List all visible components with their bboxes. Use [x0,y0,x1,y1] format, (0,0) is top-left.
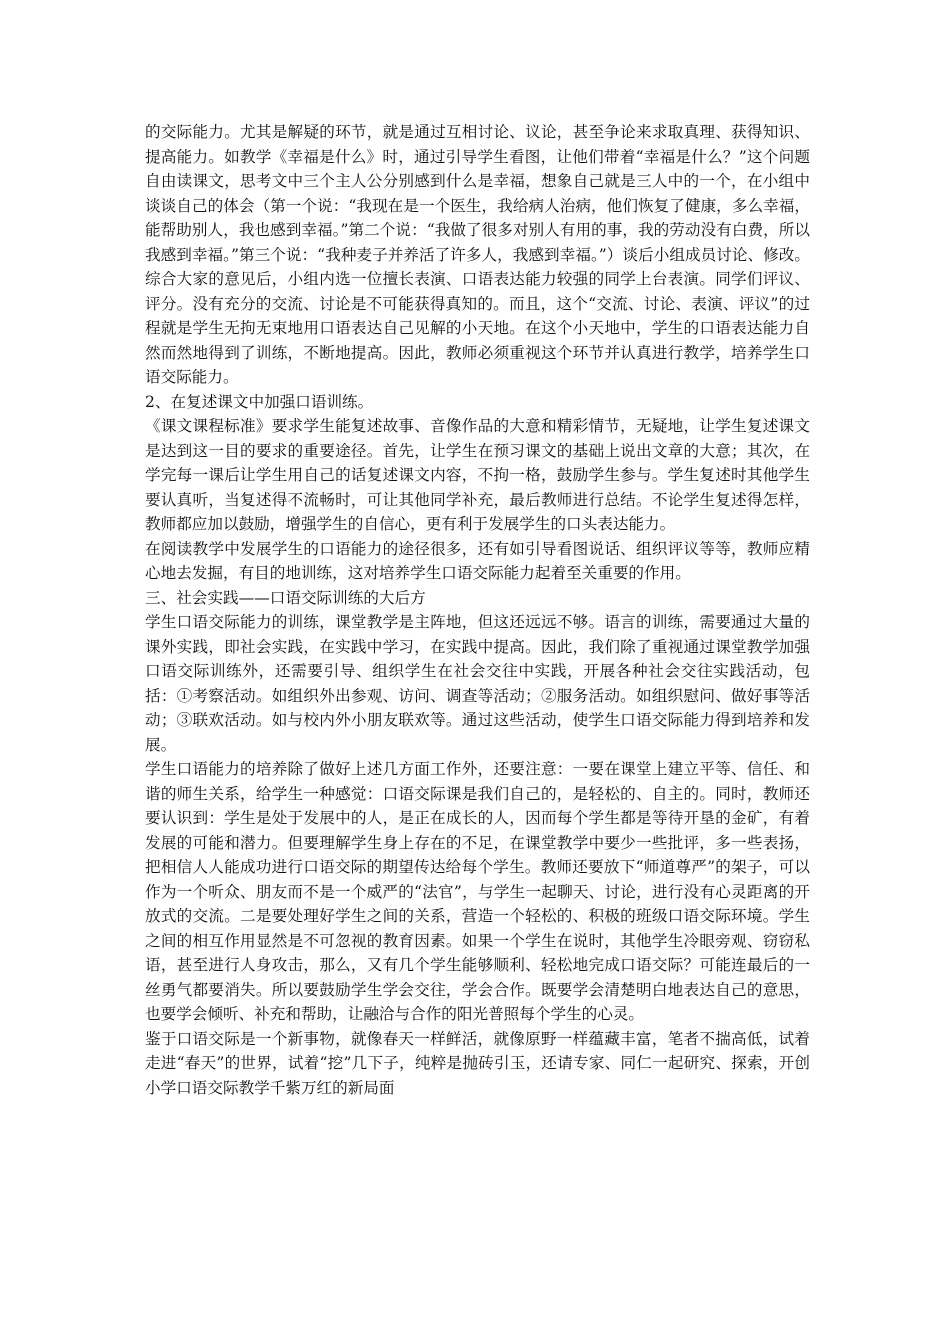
document-body [145,120,810,1100]
paragraph-discussion: 的交际能力。尤其是解疑的环节，就是通过互相讨论、议论，甚至争论来求取真理、获得知识、提高能力。如教学《幸福是什么》时，通过引导学生看图，让他们带着“幸福是什么？”这个问题自由读课文，思考文中三个主人公分别感到什么是幸福，想象自己就是三人中的一个，在小组中谈谈自己的体会（第一个说：“我现在是一个医生，我给病人治病，他们恢复了健康，多么幸福，能帮助别人，我也感到幸福。”第二个说：“我做了很多对别人有用的事，我的劳动没有白费，所以我感到幸福。”第三个说：“我种麦子并养活了许多人，我感到幸福。”）谈后小组成员讨论、修改。综合大家的意见后，小组内选一位擅长表演、口语表达能力较强的同学上台表演。同学们评议、评分。没有充分的交流、讨论是不可能获得真知的。而且，这个“交流、讨论、表演、评议”的过程就是学生无拘无束地用口语表达自己见解的小天地。在这个小天地中，学生的口语表达能力自然而然地得到了训练，不断地提高。因此，教师必须重视这个环节并认真进行教学，培养学生口语交际能力。 [145,123,810,386]
heading-retelling: 2、在复述课文中加强口语训练。 [145,392,374,411]
paragraph-conclusion: 鉴于口语交际是一个新事物，就像春天一样鲜活，就像原野一样蕴藏丰富，笔者不揣高低，试着走进“春天”的世界，试着“挖”几下子，纯粹是抛砖引玉，还请专家、同仁一起研究、探索，开创小学口语交际教学千紫万红的新局面 [145,1029,810,1097]
paragraph-social-practice: 学生口语交际能力的训练，课堂教学是主阵地，但这还远远不够。语言的训练，需要通过大量的课外实践，即社会实践，在实践中学习，在实践中提高。因此，我们除了重视通过课堂教学加强口语交际训练外，还需要引导、组织学生在社会交往中实践，开展各种社会交往实践活动，包括：①考察活动。如组织外出参观、访问、调查等活动；②服务活动。如组织慰问、做好事等活动；③联欢活动。如与校内外小朋友联欢等。通过这些活动，使学生口语交际能力得到培养和发展。 [145,613,810,754]
paragraph-attention-points: 学生口语能力的培养除了做好上述几方面工作外，还要注意：一要在课堂上建立平等、信任、和谐的师生关系，给学生一种感觉：口语交际课是我们自己的，是轻松的、自主的。同时，教师还要认识到：学生是处于发展中的人，是正在成长的人，因而每个学生都是等待开垦的金矿，有着发展的可能和潜力。但要理解学生身上存在的不足，在课堂教学中要少一些批评，多一些表扬，把相信人人能成功进行口语交际的期望传达给每个学生。教师还要放下“师道尊严”的架子，可以作为一个听众、朋友而不是一个威严的“法官”，与学生一起聊天、讨论，进行没有心灵距离的开放式的交流。二是要处理好学生之间的关系，营造一个轻松的、积极的班级口语交际环境。学生之间的相互作用显然是不可忽视的教育因素。如果一个学生在说时，其他学生冷眼旁观、窃窃私语，甚至进行人身攻击，那么，又有几个学生能够顺利、轻松地完成口语交际？可能连最后的一丝勇气都要消失。所以要鼓励学生学会交往，学会合作。既要学会清楚明白地表达自己的意思，也要学会倾听、补充和帮助，让融洽与合作的阳光普照每个学生的心灵。 [145,760,810,1023]
paragraph-reading-teaching: 在阅读教学中发展学生的口语能力的途径很多，还有如引导看图说话、组织评议等等，教师应精心地去发掘，有目的地训练，这对培养学生口语交际能力起着至关重要的作用。 [145,539,810,582]
paragraph-retelling: 《课文课程标准》要求学生能复述故事、音像作品的大意和精彩情节，无疑地，让学生复述课文是达到这一目的要求的重要途径。首先，让学生在预习课文的基础上说出文章的大意；其次，在学完每一课后让学生用自己的话复述课文内容，不拘一格，鼓励学生参与。学生复述时其他学生要认真听，当复述得不流畅时，可让其他同学补充，最后教师进行总结。不论学生复述得怎样，教师都应加以鼓励，增强学生的自信心，更有利于发展学生的口头表达能力。 [145,417,810,533]
heading-social-practice: 三、社会实践——口语交际训练的大后方 [145,588,426,607]
